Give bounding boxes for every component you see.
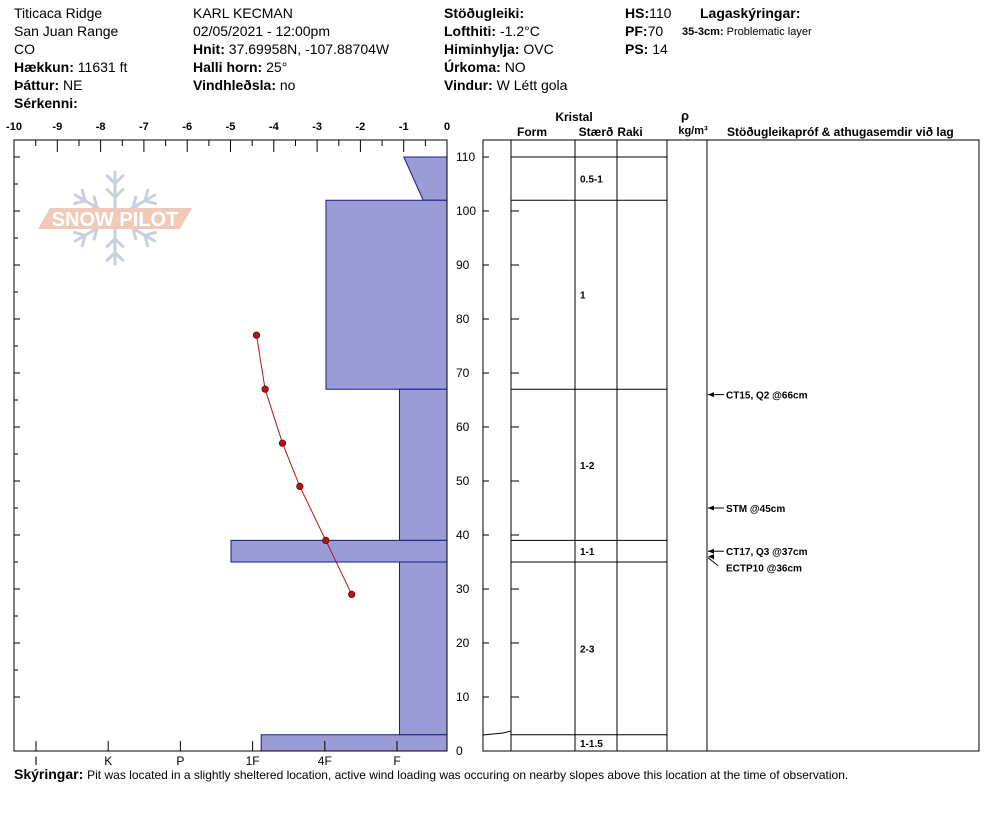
- bottom-axis-tick-label: K: [104, 754, 113, 768]
- top-axis-tick-label: -4: [268, 121, 279, 133]
- legend-text: Problematic layer: [726, 26, 812, 38]
- sky-value: OVC: [523, 41, 554, 57]
- windload-label: Vindhleðsla:: [193, 77, 276, 93]
- depth-axis-tick-label: 100: [456, 204, 477, 218]
- temperature-point: [349, 591, 355, 597]
- hardness-layer: [400, 389, 448, 540]
- stability-test-label: CT15, Q2 @66cm: [726, 390, 808, 402]
- ps-value: 14: [652, 41, 668, 57]
- top-axis-tick-label: -7: [139, 121, 149, 133]
- location-name: Titicaca Ridge: [14, 5, 103, 21]
- stability-label: Stöðugleiki:: [444, 5, 525, 21]
- density-symbol: ρ: [680, 108, 690, 123]
- layer-grain-size: 2-3: [580, 644, 595, 656]
- depth-axis-tick-label: 30: [456, 582, 470, 596]
- windload-value: no: [279, 77, 296, 93]
- snowpilot-logo: [38, 172, 192, 264]
- footer-notes: [14, 766, 848, 782]
- top-axis-tick-label: -2: [355, 121, 366, 133]
- layer-grain-size: 1-1.5: [580, 738, 603, 750]
- layer-grain-size: 1-2: [580, 460, 595, 472]
- density-unit: kg/m³: [678, 125, 708, 137]
- stability-test-arrowhead: [708, 549, 714, 554]
- depth-axis-tick-label: 50: [456, 474, 470, 488]
- temperature-point: [279, 440, 285, 446]
- depth-axis-tick-label: 80: [456, 312, 470, 326]
- temperature-point: [262, 386, 268, 392]
- depth-axis-tick-label: 110: [456, 150, 476, 164]
- legend-label: Lagaskýringar:: [700, 5, 801, 21]
- legend-range: 35-3cm:: [682, 26, 724, 38]
- grain-layers: [511, 157, 667, 750]
- temperature-point: [253, 332, 259, 338]
- hardness-profile: [231, 157, 447, 751]
- depth-axis-tick-label: 70: [456, 366, 470, 380]
- observation-datetime: 02/05/2021 - 12:00pm: [193, 23, 330, 39]
- temperature-point: [323, 537, 329, 543]
- bottom-axis-tick-label: 4F: [317, 754, 332, 768]
- top-axis-tick-label: 0: [443, 121, 451, 133]
- top-axis-tick-label: -9: [52, 121, 63, 133]
- bottom-axis-tick-label: P: [176, 754, 185, 768]
- coords-label: Hnit:: [193, 41, 225, 57]
- observer-name: KARL KECMAN: [193, 5, 293, 21]
- stability-header: Stöðugleikapróf & athugasemdir við lag: [727, 125, 954, 139]
- depth-axis-tick-label: 10: [456, 690, 470, 704]
- stability-test-label: ECTP10 @36cm: [726, 563, 802, 575]
- pf-value: 70: [647, 23, 664, 39]
- footer-text: Pit was located in a slightly sheltered location, active wind loading was occuring on nearby slopes above this location at the time of observation.: [87, 768, 849, 782]
- wind-label: Vindur:: [444, 77, 493, 93]
- depth-axis-tick-label: 40: [456, 528, 470, 542]
- hardness-layer: [231, 540, 447, 562]
- depth-axis-tick-label: 0: [456, 744, 463, 758]
- state-name: CO: [14, 41, 35, 57]
- layer-table: [483, 108, 979, 751]
- layer-grain-size: 0.5-1: [580, 174, 603, 186]
- snowflake-branch: [145, 201, 156, 204]
- layer-grain-size: 1: [580, 290, 586, 302]
- pf-label: PF:: [625, 23, 648, 39]
- precip-label: Úrkoma:: [444, 59, 501, 75]
- hs-label: HS:: [625, 5, 650, 21]
- depth-axis-tick-label: 20: [456, 636, 470, 650]
- airtemp-label: Lofthiti:: [444, 23, 497, 39]
- stability-test-arrowhead: [708, 506, 714, 511]
- temperature-point: [297, 483, 303, 489]
- specifics-label: Sérkenni:: [14, 95, 78, 111]
- snowflake-branch: [75, 232, 86, 235]
- ps-label: PS:: [625, 41, 649, 57]
- footer-label: Skýringar:: [14, 766, 84, 782]
- hardness-layer: [326, 200, 447, 389]
- aspect-value: NE: [63, 77, 83, 93]
- slope-value: 25°: [266, 59, 288, 75]
- sky-label: Himinhylja:: [444, 41, 520, 57]
- top-axis-tick-label: -3: [312, 121, 322, 133]
- top-axis-tick-label: -5: [225, 121, 236, 133]
- slope-label: Halli horn:: [193, 59, 263, 75]
- bottom-axis-tick-label: 1F: [245, 754, 260, 768]
- hardness-layer: [261, 735, 447, 751]
- stability-test-label: CT17, Q3 @37cm: [726, 547, 808, 559]
- top-axis-tick-label: -10: [6, 121, 22, 133]
- top-axis-tick-label: -8: [95, 121, 106, 133]
- layer-table-frame: [483, 140, 979, 751]
- range-name: San Juan Range: [14, 23, 119, 39]
- wind-value: W Létt gola: [496, 77, 568, 93]
- depth-axis-tick-label: 60: [456, 420, 470, 434]
- elevation-label: Hækkun:: [14, 59, 74, 75]
- stability-test-label: STM @45cm: [726, 504, 786, 515]
- moisture-header: Raki: [617, 125, 643, 139]
- coords-value: 37.69958N, -107.88704W: [228, 41, 390, 57]
- top-axis-tick-label: -1: [398, 121, 409, 133]
- top-axis-tick-label: -6: [182, 121, 193, 133]
- bottom-axis-tick-label: F: [393, 754, 401, 768]
- airtemp-value: -1.2°C: [499, 23, 540, 39]
- hardness-layer: [400, 562, 448, 735]
- stability-test-pointer: [708, 558, 718, 566]
- bottom-axis-tick-label: I: [34, 754, 38, 768]
- form-header: Form: [517, 125, 547, 139]
- precip-value: NO: [504, 59, 526, 75]
- depth-axis-tick-label: 90: [456, 258, 470, 272]
- layer-grain-size: 1-1: [580, 547, 595, 559]
- crystal-header: Kristal: [555, 110, 593, 124]
- stability-test-arrowhead: [708, 392, 714, 397]
- snowflake-branch: [75, 201, 86, 204]
- elevation-value: 11631 ft: [77, 59, 128, 75]
- logo-text: SNOW PILOT: [51, 209, 179, 231]
- size-header: Stærð: [578, 125, 614, 139]
- aspect-label: Þáttur:: [14, 77, 60, 93]
- ground-marker: [483, 731, 511, 735]
- snowflake-branch: [145, 232, 156, 235]
- stability-tests: [708, 391, 808, 575]
- hardness-layer: [404, 157, 447, 200]
- hs-value: 110: [649, 5, 672, 21]
